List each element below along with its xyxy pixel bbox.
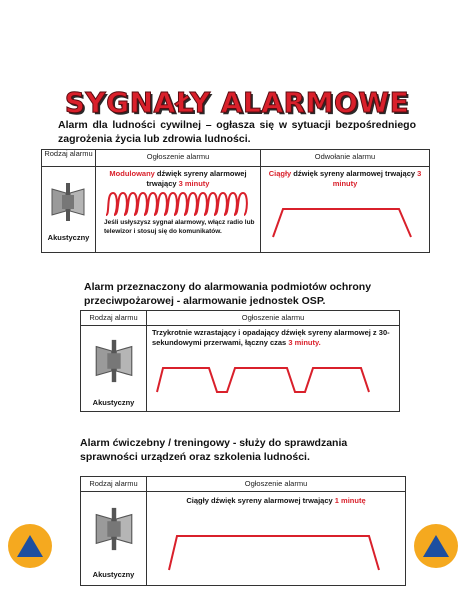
announce-text: Trzykrotnie wzrastający i opadający dźwięk syreny alarmowej z 30-sekundowymi przerwami, łączny czas [152,328,390,347]
type-cell [81,326,147,412]
announce-cell [96,167,261,253]
rise-fall-wave [147,348,399,398]
announce-highlight: Modulowany [109,169,155,178]
announce-text: Ciągły dźwięk syreny alarmowej trwający [186,496,335,505]
announce-description [147,326,399,348]
cancel-text: dźwięk syreny alarmowej trwający [291,169,418,178]
section1-intro: Alarm dla ludności cywilnej – ogłasza się w sytuacji bezpośredniego zagrożenia życia lub zdrowia ludności. [58,119,416,145]
siren-icon [94,504,134,554]
civil-defense-badge-icon [414,524,458,568]
cancel-duration: 3 minuty [332,169,422,188]
col-announce-header: Ogłoszenie alarmu [147,477,406,492]
civil-defense-badge-icon [8,524,52,568]
siren-icon [94,336,134,386]
section1-table [41,149,430,253]
modulated-wave [96,189,260,219]
type-label: Akustyczny [47,233,90,242]
cancel-description [261,167,429,189]
announce-text: dźwięk syreny alarmowej trwający [146,169,247,188]
announce-cell [147,326,400,412]
continuous-wave [261,189,429,239]
cancel-cell [261,167,430,253]
type-cell [81,492,147,586]
type-label: Akustyczny [92,398,135,407]
col-type-header: Rodzaj alarmu [81,311,147,326]
announce-description [96,167,260,189]
page-title: SYGNAŁY ALARMOWE [64,86,410,119]
section3-intro: Alarm ćwiczebny / treningowy - służy do sprawdzania sprawności urządzeń oraz szkolenia ludności. [80,437,348,463]
col-type-header: Rodzaj alarmu [81,477,147,492]
section2-intro: Alarm przeznaczony do alarmowania podmiotów ochrony przeciwpożarowej - alarmowanie jednostek OSP. [84,281,372,307]
announce-note: Jeśli usłyszysz sygnał alarmowy, włącz radio lub telewizor i stosuj się do komunikatów. [104,219,255,235]
col-type-header: Rodzaj alarmu [42,150,96,167]
col-announce-header: Ogłoszenie alarmu [147,311,400,326]
announce-description [147,492,405,506]
type-cell [42,167,96,253]
announce-duration: 3 minuty. [288,338,321,347]
type-label: Akustyczny [92,570,135,579]
section2-table [80,310,400,412]
col-announce-header: Ogłoszenie alarmu [96,150,261,167]
col-cancel-header: Odwołanie alarmu [261,150,430,167]
cancel-highlight: Ciągły [268,169,292,178]
siren-icon [50,181,86,223]
announce-cell [147,492,406,586]
announce-duration: 3 minuty [178,179,210,188]
continuous-wave [147,506,405,576]
section3-table [80,476,406,586]
announce-duration: 1 minutę [334,496,366,505]
